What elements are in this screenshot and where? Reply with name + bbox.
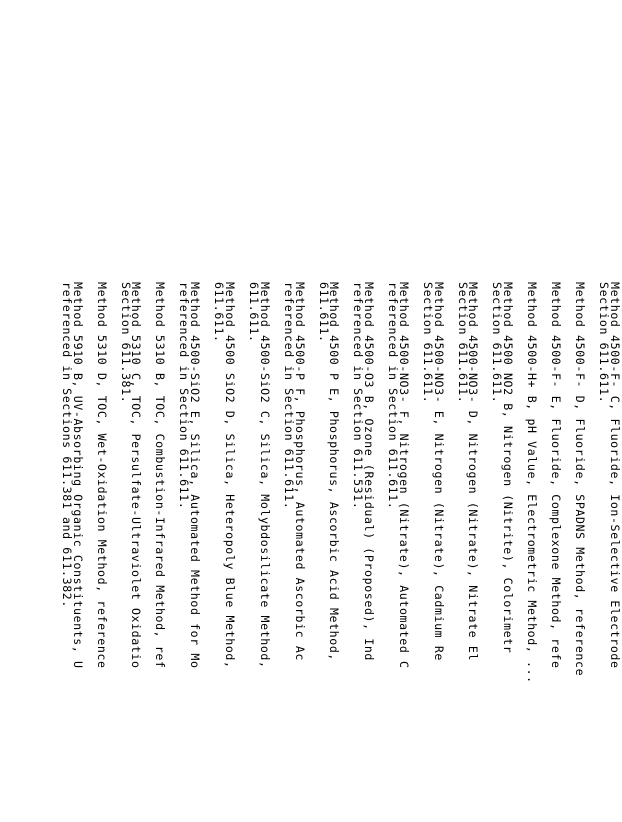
method-entry-line: referenced in Section 611.531. — [351, 282, 366, 510]
method-entry-line: Method 4500-SiO2 E, Silica, Automated Method for Mo — [188, 282, 203, 669]
method-entry — [457, 282, 479, 822]
method-entry-line: 611.611. — [316, 282, 331, 343]
method-entry-line: 611.611. — [212, 282, 227, 343]
method-entry-line: Method 4500 SiO2 D, Silica, Heteropoly Blue Method, — [223, 282, 238, 669]
method-entry — [120, 282, 142, 822]
method-entry-line: Section 611.611. — [420, 282, 435, 404]
method-entry — [573, 282, 588, 822]
method-entry-line: Method 4500-SiO2 C, Silica, Molybdosilicate Method, — [257, 282, 272, 669]
method-entry-line: Method 4500-F- D, Fluoride, SPADNS Method, reference — [573, 282, 588, 677]
method-list — [48, 282, 620, 822]
method-entry-line: Method 4500 NO2 B, Nitrogen (Nitrite), Colorimetr — [501, 282, 516, 654]
method-entry-line: Method 4500-F- E, Fluoride, Complexone Method, refe — [549, 282, 564, 669]
method-entry-line: referenced in Section 611.611. — [386, 282, 401, 510]
method-entry — [598, 282, 620, 822]
method-entry-line: Section 611.611. — [597, 282, 612, 404]
method-entry — [96, 282, 107, 822]
method-entry-line: Method 4500 P E, Phosphorus, Ascorbic Acid Method, — [327, 282, 342, 662]
method-entry — [179, 282, 201, 822]
method-entry-line: referenced in Sections 611.381 and 611.382. — [59, 282, 74, 608]
method-entry-line: Section 611.611. — [490, 282, 505, 404]
method-entry-line: Method 5310 D, TOC, Wet-Oxidation Method, reference — [94, 282, 109, 669]
method-entry — [492, 282, 514, 822]
method-entry — [212, 282, 238, 822]
method-entry-line: 611.611. — [247, 282, 261, 343]
method-entry — [155, 282, 166, 822]
method-entry-line: referenced in Section 611.611. — [281, 282, 296, 510]
method-entry-line: Method 5310 B, TOC, Combustion-Infrared Method, ref — [153, 282, 168, 669]
method-entry-line: Section 611.611. — [455, 282, 470, 404]
method-entry — [387, 282, 409, 822]
method-entry-line: Method 4500-H+ B, pH Value, Electrometric Method, ... — [525, 282, 540, 684]
method-entry — [422, 282, 444, 822]
method-entry-line: Method 4500-P F, Phosphorus, Automated Ascorbic Ac — [292, 282, 307, 662]
method-entry-line: Method 5310 C, TOC, Persulfate-Ultraviolet Oxidatio — [129, 282, 144, 669]
method-entry-line: Method 5910 B, UV-Absorbing Organic Constituents, U — [70, 282, 85, 669]
method-entry — [61, 282, 83, 822]
method-entry — [283, 282, 305, 822]
method-entry-line: Method 4500-F- C, Fluoride, Ion-Selective Electrode — [608, 282, 622, 669]
method-entry — [318, 282, 340, 822]
method-entry-line: Method 4500-NO3- F, Nitrogen (Nitrate), Automated C — [396, 282, 411, 669]
method-entry-line: Method 4500-NO3- E, Nitrogen (Nitrate), Cadmium Re — [431, 282, 446, 662]
method-entry-line: referenced in Section 611.611. — [177, 282, 192, 510]
method-entry-line: Section 611.381. — [118, 282, 133, 404]
method-entry — [525, 282, 540, 822]
method-entry-line: Method 4500-NO3- D, Nitrogen (Nitrate), Nitrate El — [466, 282, 481, 662]
method-entry — [248, 282, 270, 822]
method-entry-line: Method 4500-O3 B, Ozone (Residual) (Proposed), Ind — [362, 282, 377, 662]
method-entry — [353, 282, 375, 822]
method-entry — [549, 282, 564, 822]
